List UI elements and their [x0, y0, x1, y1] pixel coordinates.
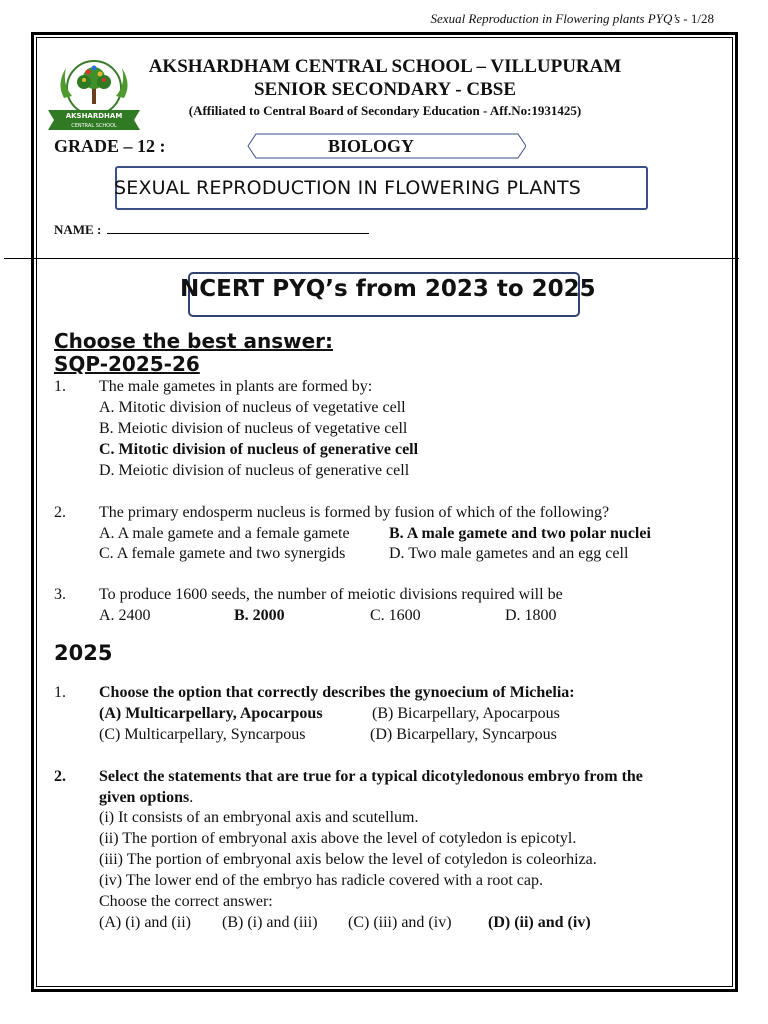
- chapter-title: SEXUAL REPRODUCTION IN FLOWERING PLANTS: [114, 177, 582, 199]
- statement: (i) It consists of an embryonal axis and scutellum.: [99, 809, 419, 826]
- question-text: To produce 1600 seeds, the number of meiotic divisions required will be: [99, 586, 563, 603]
- section-heading-sqp: SQP-2025-26: [54, 352, 200, 376]
- option: A. Mitotic division of nucleus of vegetative cell: [99, 399, 406, 416]
- running-header: [431, 11, 714, 27]
- header-divider: [4, 258, 739, 259]
- option: (C) (iii) and (iv): [348, 914, 452, 931]
- statement: (iii) The portion of embryonal axis below the level of cotyledon is coleorhiza.: [99, 851, 597, 868]
- option-correct: (A) Multicarpellary, Apocarpous: [99, 705, 323, 722]
- option: D. Meiotic division of nucleus of generative cell: [99, 462, 410, 479]
- answer-prompt: Choose the correct answer:: [99, 893, 273, 910]
- option: (B) (i) and (iii): [222, 914, 318, 931]
- name-field: [54, 222, 369, 238]
- instruction-heading: Choose the best answer:: [54, 329, 334, 353]
- option: D. Two male gametes and an egg cell: [389, 545, 629, 562]
- option: A. A male gamete and a female gamete: [99, 525, 350, 542]
- question-number: 1.: [54, 378, 66, 395]
- school-affiliation: (Affiliated to Central Board of Secondary Education - Aff.No:1931425): [188, 103, 582, 118]
- name-blank: [107, 223, 369, 234]
- name-label: NAME :: [54, 222, 102, 237]
- question-text: The primary endosperm nucleus is formed by fusion of which of the following?: [99, 504, 610, 521]
- question-text: The male gametes in plants are formed by:: [99, 378, 373, 395]
- subject-label: BIOLOGY: [327, 136, 415, 156]
- option: C. A female gamete and two synergids: [99, 545, 346, 562]
- statement: (ii) The portion of embryonal axis above the level of cotyledon is epicotyl.: [99, 830, 577, 847]
- running-header-title: Sexual Reproduction in Flowering plants PYQ’s -: [430, 11, 691, 26]
- question-text-line2: given options: [99, 789, 190, 806]
- question-text-cont: given options.: [99, 789, 194, 806]
- question-text: Select the statements that are true for a typical dicotyledonous embryo from the: [99, 768, 643, 785]
- option: B. Meiotic division of nucleus of vegetative cell: [99, 420, 408, 437]
- school-name: AKSHARDHAM CENTRAL SCHOOL – VILLUPURAM: [148, 56, 622, 77]
- page-number: 1/28: [690, 11, 714, 26]
- option: C. 1600: [370, 607, 421, 624]
- option-correct: (D) (ii) and (iv): [488, 914, 591, 931]
- question-number: 3.: [54, 586, 66, 603]
- question-number: 2.: [54, 504, 66, 521]
- grade-label: GRADE – 12 :: [54, 136, 166, 156]
- option: (D) Bicarpellary, Syncarpous: [370, 726, 557, 743]
- option: (A) (i) and (ii): [99, 914, 191, 931]
- option: (B) Bicarpellary, Apocarpous: [372, 705, 560, 722]
- section-heading-2025: 2025: [54, 641, 113, 665]
- logo-subtext: CENTRAL SCHOOL: [71, 123, 117, 129]
- logo-text: AKSHARDHAM: [65, 112, 123, 120]
- question-number: 1.: [54, 684, 66, 701]
- option-correct: B. A male gamete and two polar nuclei: [389, 525, 651, 542]
- question-number: 2.: [54, 768, 66, 785]
- option: (C) Multicarpellary, Syncarpous: [99, 726, 306, 743]
- subject-banner: [246, 133, 526, 159]
- option-correct: B. 2000: [234, 607, 285, 624]
- option-correct: C. Mitotic division of nucleus of generative cell: [99, 441, 419, 458]
- pyq-title: NCERT PYQ’s from 2023 to 2025: [180, 276, 596, 302]
- option: D. 1800: [505, 607, 557, 624]
- question-text: Choose the option that correctly describes the gynoecium of Michelia:: [99, 684, 575, 701]
- school-level: SENIOR SECONDARY - CBSE: [253, 79, 517, 100]
- option: A. 2400: [99, 607, 151, 624]
- statement: (iv) The lower end of the embryo has radicle covered with a root cap.: [99, 872, 543, 889]
